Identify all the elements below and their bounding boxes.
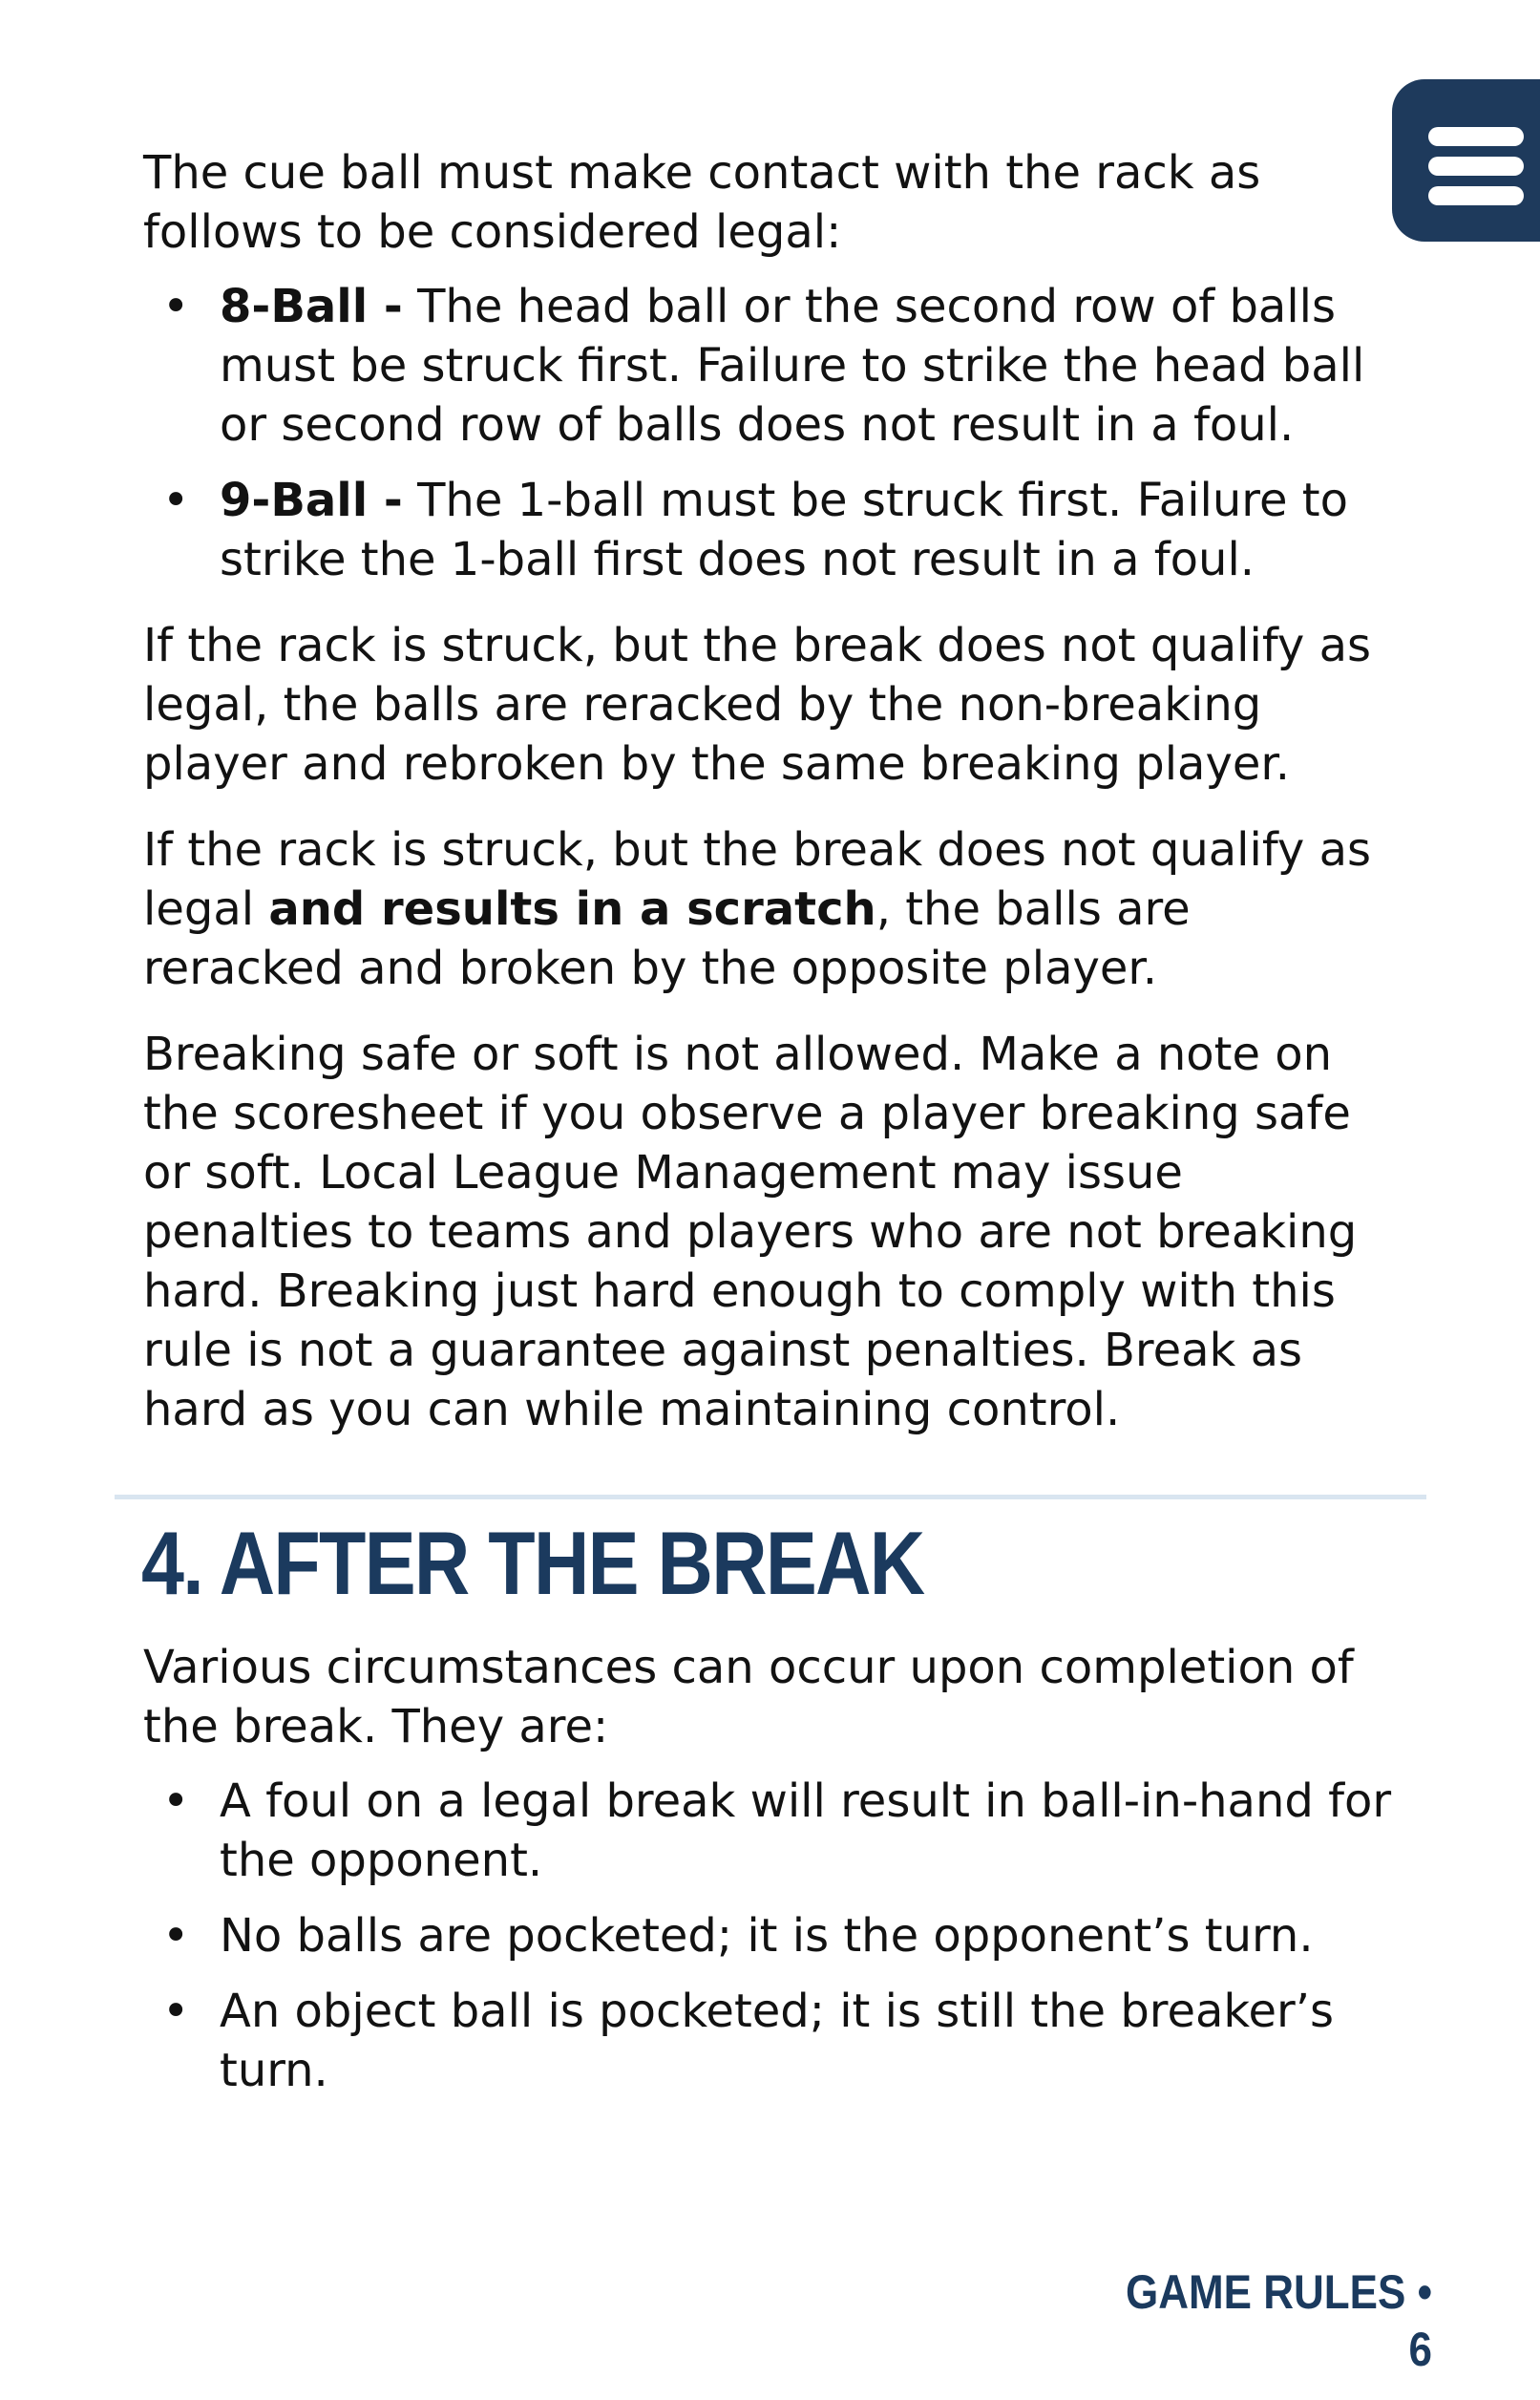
menu-bar-top bbox=[1428, 127, 1524, 146]
scratch-text-before: If the rack is struck, but the break does not qualify as legal bbox=[143, 823, 1371, 936]
break-rules-section bbox=[143, 143, 1403, 1439]
list-item-text: An object ball is pocketed; it is still the breaker’s turn. bbox=[220, 1985, 1335, 2097]
circumstances-list bbox=[143, 1772, 1403, 2100]
hamburger-menu-icon[interactable] bbox=[1392, 79, 1540, 242]
intro-paragraph: The cue ball must make contact with the rack as follows to be considered legal: bbox=[143, 146, 1261, 259]
rule-label: 9-Ball - bbox=[220, 474, 403, 527]
page-footer: GAME RULES • 6 bbox=[1126, 2265, 1432, 2376]
rule-label: 8-Ball - bbox=[220, 280, 403, 333]
menu-bar-bottom bbox=[1428, 186, 1524, 205]
list-item-text: A foul on a legal break will result in ball-in-hand for the opponent. bbox=[220, 1774, 1392, 1887]
section-divider bbox=[115, 1495, 1426, 1499]
rule-text: The 1-ball must be struck first. Failure to strike the 1-ball first does not result in a foul. bbox=[220, 474, 1348, 586]
scratch-emphasis: and results in a scratch bbox=[268, 882, 876, 936]
list-item bbox=[143, 277, 1403, 455]
bullet: • bbox=[162, 280, 190, 333]
bullet: • bbox=[162, 1909, 190, 1963]
list-item bbox=[143, 1772, 1403, 1890]
section-intro: Various circumstances can occur upon completion of the break. They are: bbox=[143, 1641, 1354, 1753]
bullet: • bbox=[162, 1774, 190, 1828]
scratch-text-after: , the balls are reracked and broken by the opposite player. bbox=[143, 882, 1191, 995]
list-item-text: No balls are pocketed; it is the opponent’s turn. bbox=[220, 1909, 1314, 1963]
list-item bbox=[143, 1982, 1403, 2100]
menu-bar-middle bbox=[1428, 157, 1524, 176]
list-item bbox=[143, 1906, 1403, 1965]
after-the-break-section bbox=[143, 1638, 1403, 2116]
bullet: • bbox=[162, 474, 190, 527]
rule-text: The head ball or the second row of balls must be struck first. Failure to strike the head ball or second row of balls does not result in a foul. bbox=[220, 280, 1365, 452]
break-rules-list bbox=[143, 277, 1403, 589]
list-item bbox=[143, 471, 1403, 589]
section-heading: 4. AFTER THE BREAK bbox=[141, 1513, 924, 1613]
breaking-safe-paragraph: Breaking safe or soft is not allowed. Make a note on the scoresheet if you observe a player breaking safe or soft. Local League Management may issue penalties to teams and players who are not breaking hard. Breaking just hard enough to comply with this rule is not a guarantee against penalties. Break as hard as you can while maintaining control. bbox=[143, 1028, 1358, 1436]
scratch-paragraph bbox=[143, 820, 1403, 998]
bullet: • bbox=[162, 1985, 190, 2038]
rerack-paragraph: If the rack is struck, but the break does not qualify as legal, the balls are reracked by the non-breaking player and rebroken by the same breaking player. bbox=[143, 619, 1371, 791]
